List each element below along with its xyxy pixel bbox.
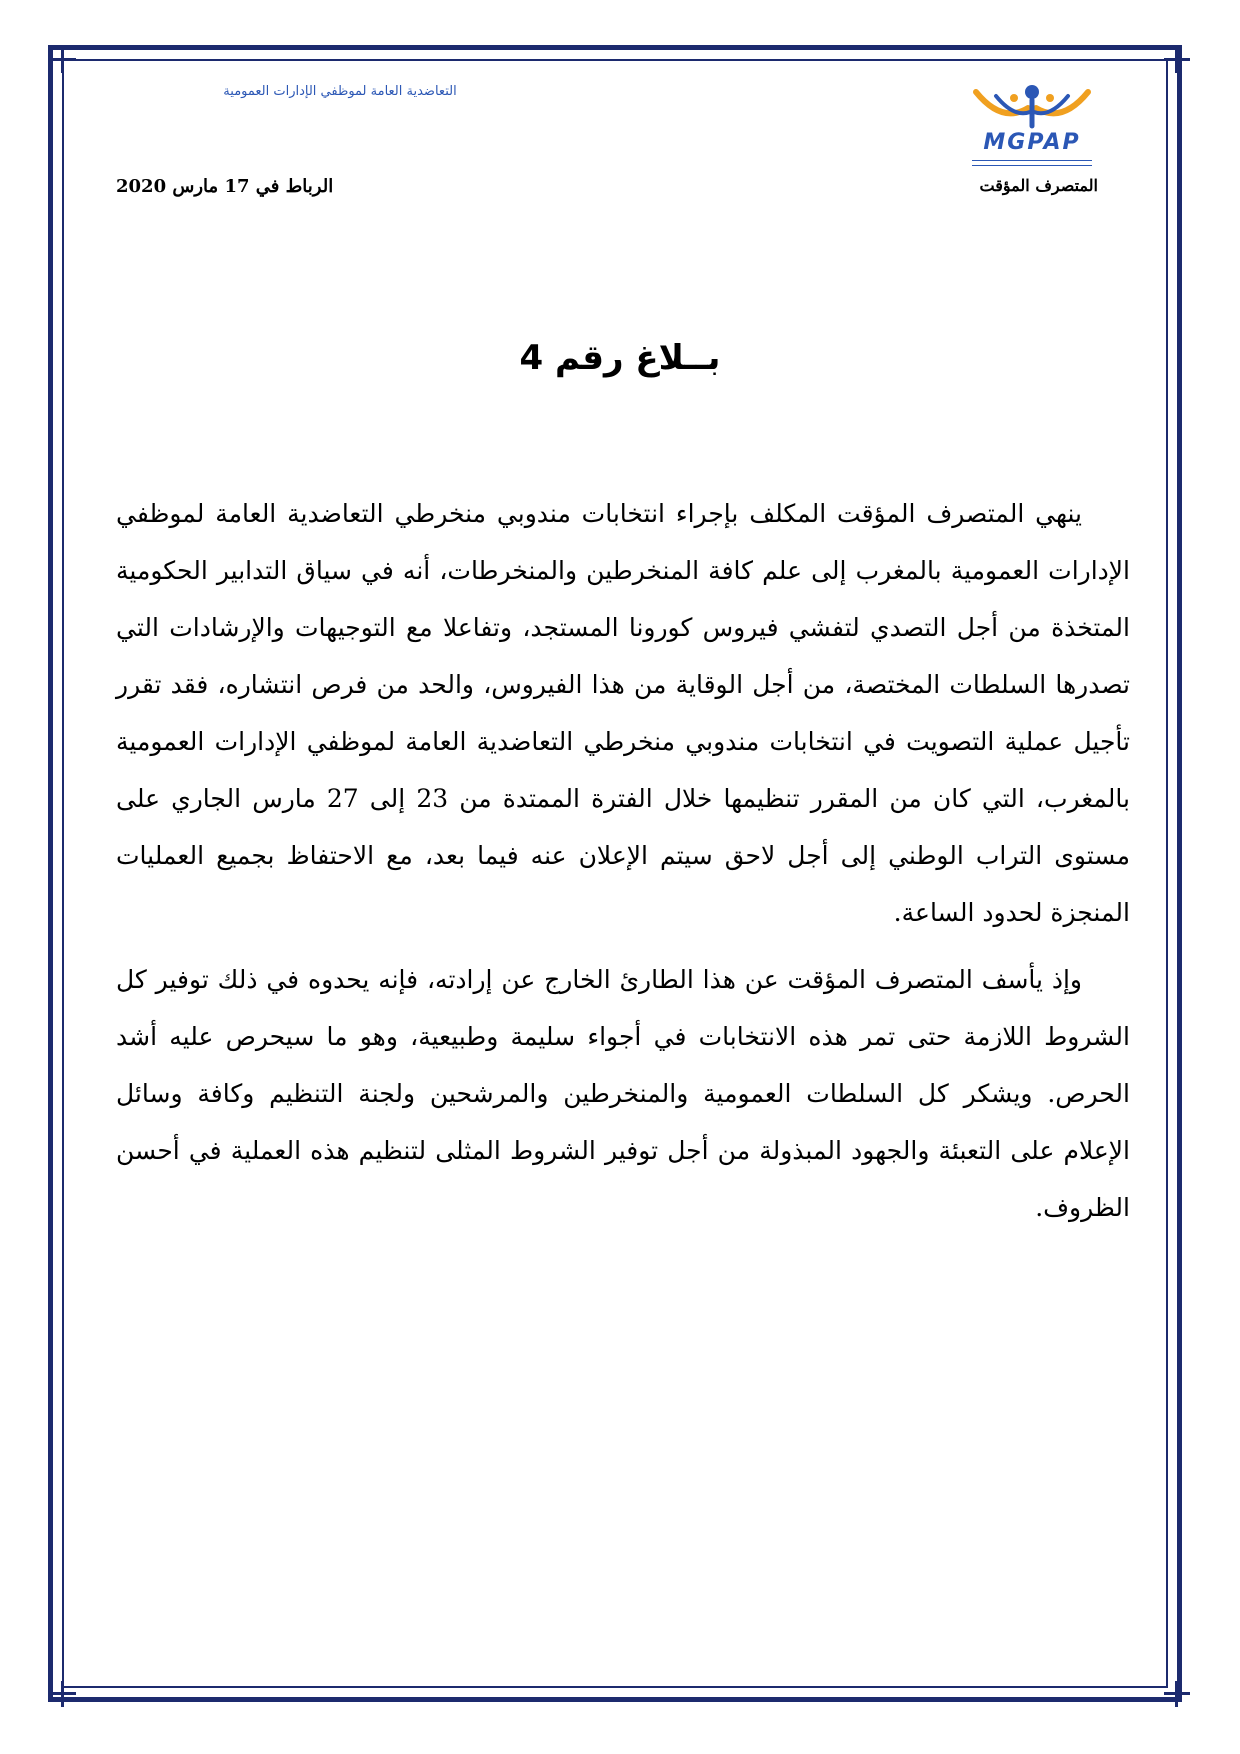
communique-body (116, 485, 1130, 1246)
border-corner-ornament (1164, 47, 1190, 73)
mgpap-logo (962, 78, 1102, 178)
border-corner-ornament (1164, 1681, 1190, 1707)
logo-figures-icon (962, 78, 1102, 134)
organization-name: التعاضدية العامة لموظفي الإدارات العمومية (223, 84, 457, 99)
border-corner-ornament (50, 1681, 76, 1707)
border-corner-ornament (50, 47, 76, 73)
logo-underline (972, 160, 1092, 166)
body-paragraph: ينهي المتصرف المؤقت المكلف بإجراء انتخابات مندوبي منخرطي التعاضدية العامة لموظفي الإدارات العمومية بالمغرب إلى علم كافة المنخرطين والمنخرطات، أنه في سياق التدابير الحكومية المتخذة من أجل التصدي لتفشي فيروس كورونا المستجد، وتفاعلا مع التوجيهات والإرشادات التي تصدرها السلطات المختصة، من أجل الوقاية من هذا الفيروس، والحد من فرص انتشاره، فقد تقرر تأجيل عملية التصويت في انتخابات مندوبي منخرطي التعاضدية العامة لموظفي الإدارات العمومية بالمغرب، التي كان من المقرر تنظيمها خلال الفترة الممتدة من 23 إلى 27 مارس الجاري على مستوى التراب الوطني إلى أجل لاحق سيتم الإعلان عنه فيما بعد، مع الاحتفاظ بجميع العمليات المنجزة لحدود الساعة. (116, 499, 1130, 927)
sender-title: المتصرف المؤقت (979, 176, 1098, 195)
logo-wordmark: MGPAP (983, 130, 1081, 155)
date-line: الرباط في 17 مارس 2020 (116, 176, 334, 197)
communique-title: بــلاغ رقم 4 (519, 338, 721, 378)
body-paragraph: وإذ يأسف المتصرف المؤقت عن هذا الطارئ الخارج عن إرادته، فإنه يحدوه في ذلك توفير كل الشروط اللازمة حتى تمر هذه الانتخابات في أجواء سليمة وطبيعية، وهو ما سيحرص عليه أشد الحرص. ويشكر كل السلطات العمومية والمنخرطين والمرشحين ولجنة التنظيم وكافة وسائل الإعلام على التعبئة والجهود المبذولة من أجل توفير الشروط المثلى لتنظيم هذه العملية في أحسن الظروف. (116, 965, 1130, 1222)
